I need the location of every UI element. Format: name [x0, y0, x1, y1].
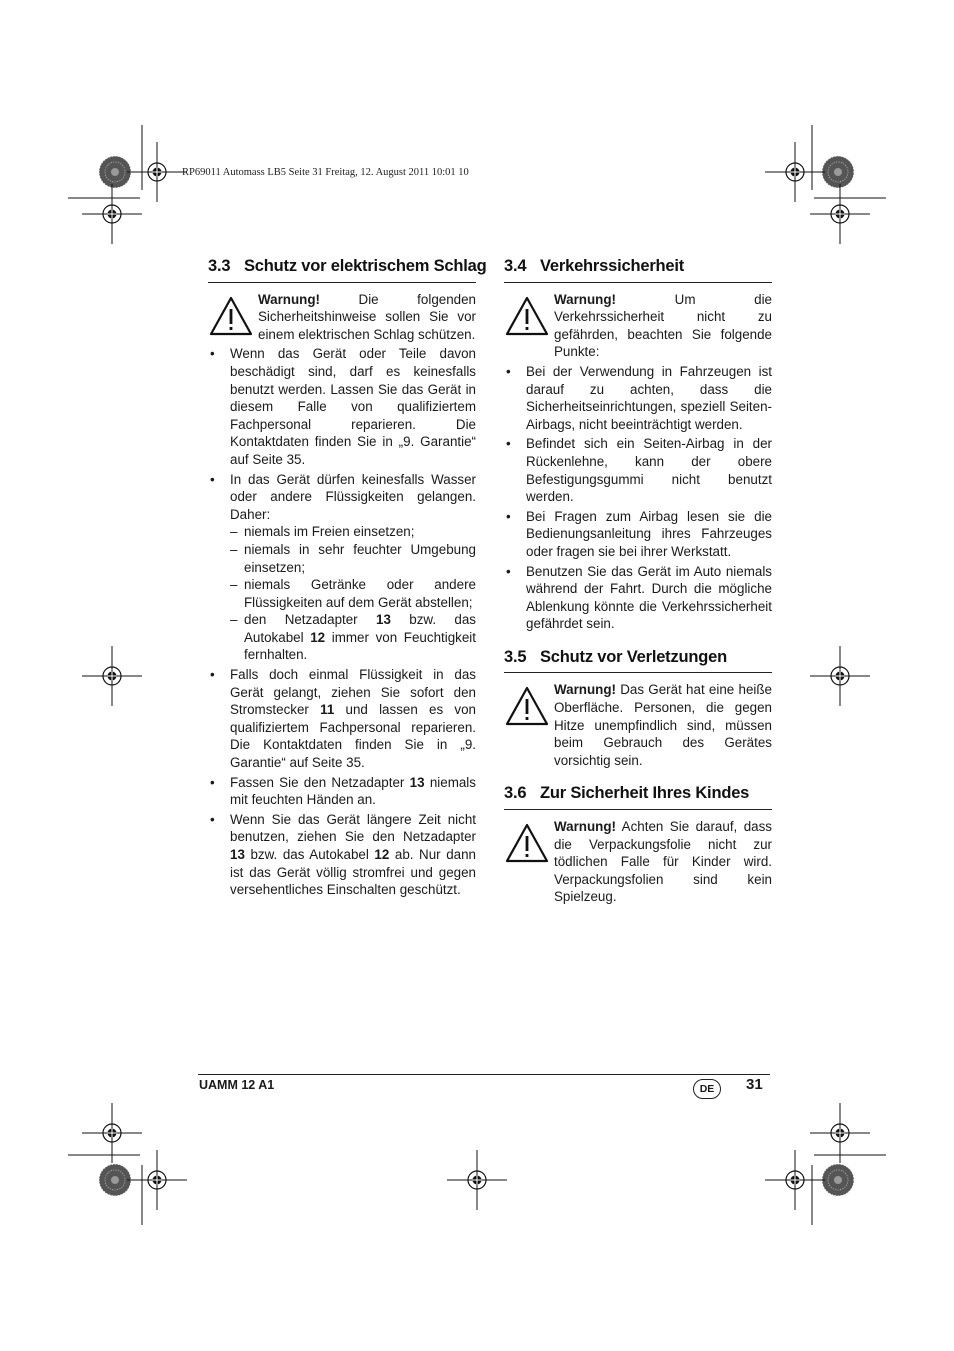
warning-box [208, 291, 476, 344]
list-item [208, 666, 476, 772]
dash-item: – niemals Getränke oder andere Flüssigkeiten auf dem Gerät abstellen; [230, 576, 476, 611]
footer-model: UAMM 12 A1 [199, 1078, 275, 1092]
registration-mark-icon [82, 184, 142, 244]
registration-mark-icon [127, 142, 187, 202]
bullet-list [504, 363, 772, 633]
ref-number: 11 [320, 702, 335, 718]
column-right [504, 258, 772, 908]
warning-body: Die folgenden Sicherheitshinweise sollen Sie vor einem elektrischen Schlag schützen. [258, 291, 476, 342]
text: bzw. das Autokabel [244, 612, 476, 645]
ref-number: 12 [374, 847, 390, 862]
ref-number: 13 [409, 774, 425, 790]
warning-text [554, 681, 772, 769]
text: niemals mit feuchten Händen an. [230, 774, 476, 808]
registration-mark-icon [765, 142, 825, 202]
warning-text [554, 818, 772, 906]
registration-mark-icon [447, 1150, 507, 1210]
list-item: • Befindet sich ein Seiten-Airbag in der Rückenlehne, kann der obere Befestigungsgummi nicht benutzt werden. [504, 435, 772, 505]
ref-number: 13 [376, 612, 391, 628]
section-number: 3.5 [504, 647, 527, 666]
warning-label: Warnung! [554, 819, 616, 835]
color-target-icon [99, 1164, 131, 1196]
language-badge: DE [693, 1079, 721, 1099]
ref-number: 12 [310, 629, 326, 645]
section-number: 3.4 [504, 257, 527, 275]
color-target-icon [99, 156, 131, 188]
warning-label: Warnung! [554, 291, 616, 307]
list-item: • Bei Fragen zum Airbag lesen sie die Bedienungsanleitung ihres Fahrzeuges oder fragen sie bei ihrer Werkstatt. [504, 508, 772, 561]
section-title: Zur Sicherheit Ihres Kindes [540, 784, 750, 803]
warning-box [504, 818, 772, 906]
color-target-icon [822, 156, 854, 188]
list-item: • Wenn das Gerät oder Teile davon beschädigt sind, darf es keinesfalls benutzt werden. Lassen Sie das Gerät in diesem Falle von qualifiziertem Fachpersonal reparieren. Die Kontaktdaten finden Sie in „9. Garantie“ auf Seite 35. [208, 345, 476, 468]
warning-box [504, 291, 772, 361]
section-number: 3.3 [208, 257, 231, 275]
section-title: Verkehrssicherheit [540, 257, 685, 275]
registration-mark-icon [810, 184, 870, 244]
list-item [208, 811, 476, 899]
page-number: 31 [746, 1076, 763, 1093]
text: Fassen Sie den Netzadapter [230, 774, 410, 790]
text: ab. Nur dann ist das Gerät völlig stromfrei und gegen versehentliches Einschalten geschützt. [230, 847, 476, 898]
list-item: • Benutzen Sie das Gerät im Auto niemals während der Fahrt. Durch die mögliche Ablenkung könnte die Verkehrssicherheit gefährdet sein. [504, 563, 772, 633]
dash-item: – niemals in sehr feuchter Umgebung einsetzen; [230, 541, 476, 576]
registration-mark-icon [765, 1150, 825, 1210]
section-title: Schutz vor Verletzungen [540, 647, 728, 666]
list-item [208, 471, 476, 665]
section-heading-3-4 [504, 258, 772, 283]
registration-mark-icon [810, 646, 870, 706]
bullet-list [208, 345, 476, 898]
list-item: • Bei der Verwendung in Fahrzeugen ist darauf zu achten, dass die Sicherheitseinrichtungen, speziell Seiten-Airbags, nicht beeinträchtigt werden. [504, 363, 772, 433]
dash-item [230, 611, 476, 664]
warning-body: Achten Sie darauf, dass die Verpackungsfolie nicht zur tödlichen Falle für Kinder wird. Verpackungsfolien sind kein Spielzeug. [554, 819, 772, 905]
list-item [208, 774, 476, 809]
warning-label: Warnung! [554, 682, 616, 698]
warning-label: Warnung! [258, 291, 320, 307]
text: Falls doch einmal Flüssigkeit in das Gerät gelangt, ziehen Sie sofort den Stromstecker [230, 667, 476, 718]
color-target-icon [822, 1164, 854, 1196]
registration-mark-icon [82, 646, 142, 706]
registration-mark-icon [810, 1103, 870, 1163]
warning-body: Das Gerät hat eine heiße Oberfläche. Personen, die gegen Hitze unempfindlich sind, müssen beim Gebrauch des Gerätes vorsichtig sein. [554, 682, 772, 768]
text: immer von Feuchtigkeit fernhalten. [244, 629, 477, 663]
warning-text [258, 291, 476, 344]
section-heading-3-3 [208, 257, 487, 283]
registration-mark-icon [127, 1150, 187, 1210]
dash-item: – niemals im Freien einsetzen; [230, 523, 476, 541]
warning-box [504, 681, 772, 769]
warning-body: Um die Verkehrssicherheit nicht zu gefährden, beachten Sie folgende Punkte: [554, 291, 772, 360]
footer-divider [198, 1074, 770, 1075]
dash-list [230, 523, 476, 664]
text: den Netzadapter [244, 612, 376, 628]
column-left [208, 257, 487, 901]
list-item-text: In das Gerät dürfen keinesfalls Wasser oder andere Flüssigkeiten gelangen. Daher: [230, 471, 476, 522]
text: bzw. das Autokabel [244, 847, 375, 862]
section-title: Schutz vor elektrischem Schlag [244, 257, 487, 275]
section-heading-3-6 [504, 785, 772, 810]
warning-text [554, 291, 772, 361]
warning-triangle-icon [504, 681, 554, 727]
print-header: RP69011 Automass LB5 Seite 31 Freitag, 12. August 2011 10:01 10 [182, 167, 469, 178]
warning-triangle-icon [504, 818, 554, 864]
warning-triangle-icon [504, 291, 554, 337]
text: Wenn Sie das Gerät längere Zeit nicht benutzen, ziehen Sie den Netzadapter [230, 811, 476, 845]
text: und lassen es von qualifiziertem Fachpersonal reparieren. Die Kontaktdaten finden Sie in „9. Garantie“ auf Seite 35. [230, 702, 476, 771]
registration-mark-icon [82, 1103, 142, 1163]
ref-number: 13 [230, 847, 245, 862]
warning-triangle-icon [208, 291, 258, 337]
section-heading-3-5 [504, 649, 772, 674]
section-number: 3.6 [504, 784, 527, 803]
